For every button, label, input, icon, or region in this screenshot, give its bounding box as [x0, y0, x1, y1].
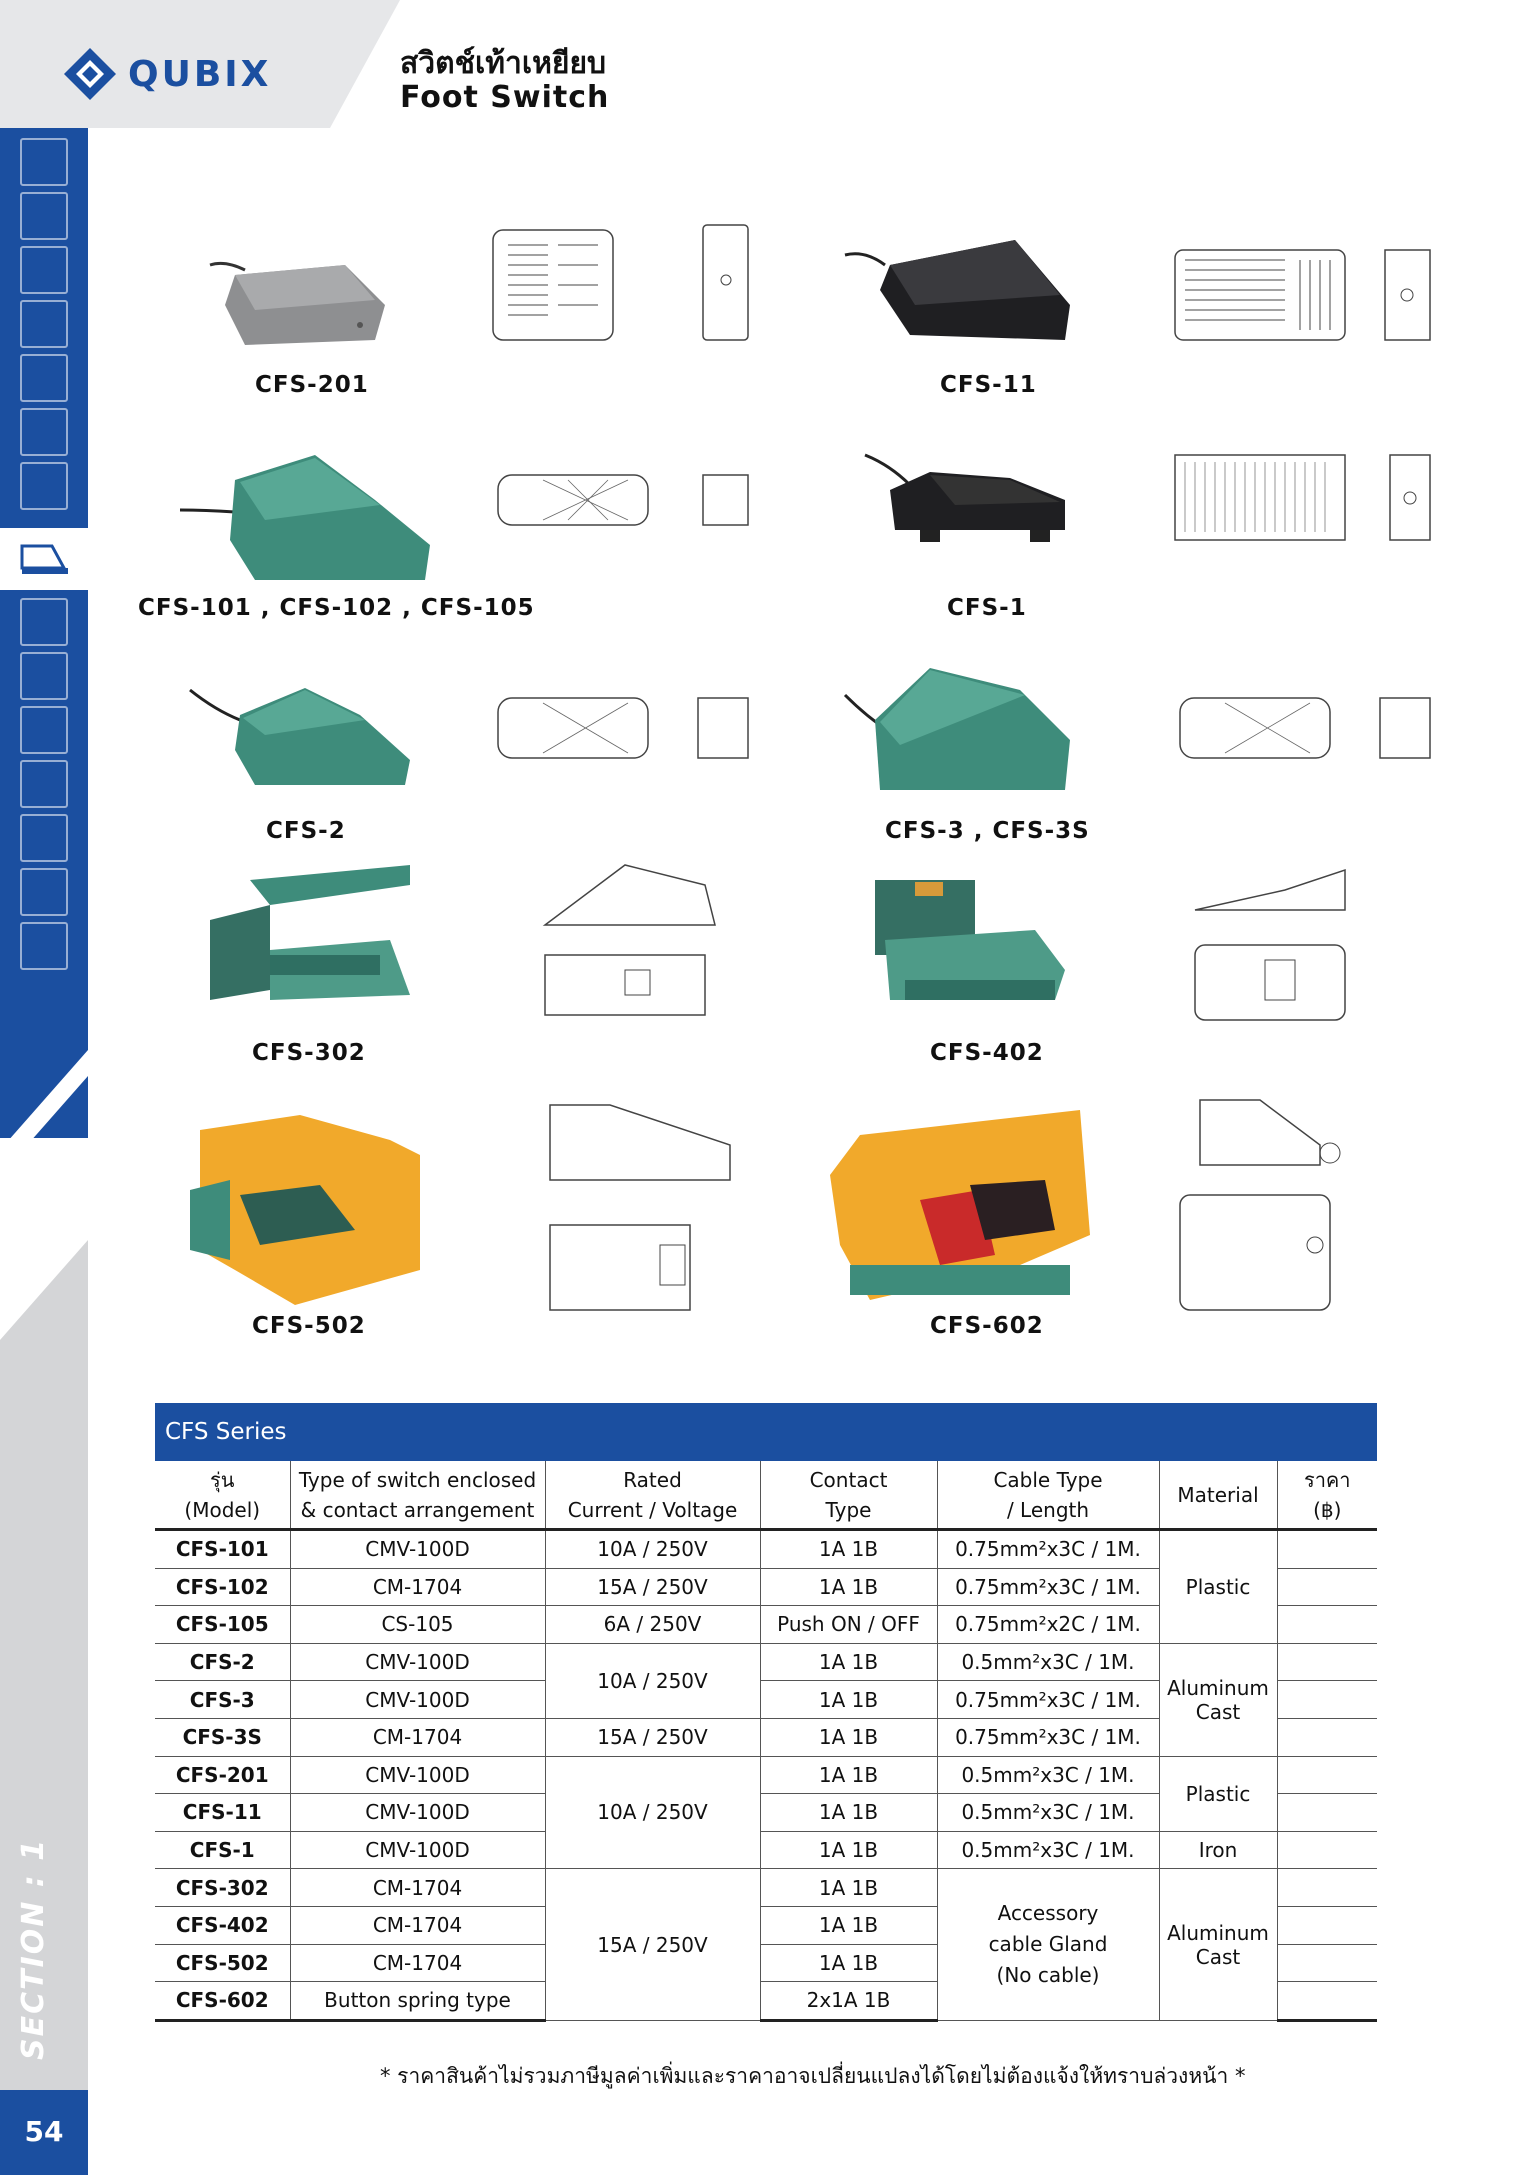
drawing-cfs-502 [540, 1100, 770, 1320]
footnote: * ราคาสินค้าไม่รวมภาษีมูลค่าเพิ่มและราคาอาจเปลี่ยนแปลงได้โดยไม่ต้องแจ้งให้ทราบล่วงหน้า * [380, 2064, 1246, 2088]
cell-rated: 6A / 250V [545, 1606, 760, 1644]
drawing-cfs-101 [488, 465, 758, 565]
cell-material: Aluminum Cast [1159, 1643, 1277, 1756]
cell-price [1277, 1831, 1377, 1869]
product-photo-cfs-101 [175, 450, 435, 590]
cell-model: CFS-1 [155, 1831, 290, 1869]
cell-type: CMV-100D [290, 1530, 545, 1569]
spec-table [155, 1403, 1377, 2022]
cell-model: CFS-602 [155, 1982, 290, 2021]
cell-cable: Accessory cable Gland (No cable) [937, 1869, 1159, 2020]
product-photo-cfs-602 [820, 1105, 1090, 1305]
cell-rated: 10A / 250V [545, 1530, 760, 1569]
table-title: CFS Series [155, 1403, 1377, 1461]
drawing-cfs-3 [1170, 688, 1440, 793]
cell-contact: 1A 1B [760, 1643, 937, 1681]
header-price: ราคา (฿) [1277, 1461, 1377, 1530]
header-contact: Contact Type [760, 1461, 937, 1530]
drawing-cfs-11 [1170, 225, 1440, 365]
cell-price [1277, 1944, 1377, 1982]
sidebar-icon-motor[interactable] [20, 868, 68, 916]
cell-cable: 0.5mm²x3C / 1M. [937, 1831, 1159, 1869]
sidebar-icon-relay[interactable] [20, 300, 68, 348]
cell-price [1277, 1606, 1377, 1644]
cell-model: CFS-101 [155, 1530, 290, 1569]
cell-contact: 2x1A 1B [760, 1982, 937, 2021]
table-row [155, 1869, 1377, 1907]
sidebar-icon-module[interactable] [20, 462, 68, 510]
sidebar-icon-socket[interactable] [20, 922, 68, 970]
cell-model: CFS-502 [155, 1944, 290, 1982]
cell-model: CFS-3S [155, 1718, 290, 1756]
cell-type: CMV-100D [290, 1831, 545, 1869]
cell-cable: 0.5mm²x3C / 1M. [937, 1643, 1159, 1681]
cell-cable: 0.75mm²x3C / 1M. [937, 1530, 1159, 1569]
cell-model: CFS-302 [155, 1869, 290, 1907]
cell-contact: 1A 1B [760, 1530, 937, 1569]
product-label-cfs-11: CFS-11 [940, 372, 1037, 398]
sidebar-icon-foot-switch[interactable] [0, 528, 88, 590]
sidebar-icon-connector[interactable] [20, 652, 68, 700]
cell-cable: 0.5mm²x3C / 1M. [937, 1756, 1159, 1794]
product-label-cfs-502: CFS-502 [252, 1313, 366, 1339]
cell-rated: 15A / 250V [545, 1718, 760, 1756]
cell-type: CM-1704 [290, 1944, 545, 1982]
cell-contact: 1A 1B [760, 1568, 937, 1606]
cell-type: CMV-100D [290, 1794, 545, 1832]
product-label-cfs-201: CFS-201 [255, 372, 369, 398]
cell-type: CMV-100D [290, 1756, 545, 1794]
cell-price [1277, 1869, 1377, 1907]
header-cable: Cable Type / Length [937, 1461, 1159, 1530]
cell-price [1277, 1906, 1377, 1944]
cell-contact: 1A 1B [760, 1681, 937, 1719]
cell-type: CMV-100D [290, 1643, 545, 1681]
cell-type: CS-105 [290, 1606, 545, 1644]
cell-contact: 1A 1B [760, 1756, 937, 1794]
drawing-cfs-1 [1170, 450, 1440, 580]
cell-material: Plastic [1159, 1530, 1277, 1644]
product-photo-cfs-2 [185, 680, 415, 795]
cell-type: Button spring type [290, 1982, 545, 2021]
sidebar-icon-panel[interactable] [20, 814, 68, 862]
header-material: Material [1159, 1461, 1277, 1530]
header-model: รุ่น (Model) [155, 1461, 290, 1530]
cell-model: CFS-102 [155, 1568, 290, 1606]
cell-model: CFS-402 [155, 1906, 290, 1944]
page-number: 54 [24, 2115, 64, 2148]
cell-model: CFS-105 [155, 1606, 290, 1644]
cell-material: Iron [1159, 1831, 1277, 1869]
header-type: Type of switch enclosed & contact arrangement [290, 1461, 545, 1530]
product-label-cfs-1: CFS-1 [947, 595, 1027, 621]
cell-price [1277, 1756, 1377, 1794]
qubix-logo-icon [60, 44, 120, 104]
cell-contact: Push ON / OFF [760, 1606, 937, 1644]
cell-type: CM-1704 [290, 1869, 545, 1907]
product-label-cfs-2: CFS-2 [266, 818, 346, 844]
cell-type: CMV-100D [290, 1681, 545, 1719]
product-label-cfs-101: CFS-101 , CFS-102 , CFS-105 [138, 595, 535, 621]
product-photo-cfs-3 [840, 660, 1080, 800]
table-header-row [155, 1461, 1377, 1530]
drawing-cfs-2 [488, 688, 758, 793]
page-title-english: Foot Switch [400, 80, 610, 115]
product-photo-cfs-1 [860, 450, 1080, 560]
cell-price [1277, 1643, 1377, 1681]
drawing-cfs-302 [535, 855, 765, 1045]
cell-cable: 0.75mm²x3C / 1M. [937, 1568, 1159, 1606]
product-label-cfs-402: CFS-402 [930, 1040, 1044, 1066]
product-photo-cfs-302 [190, 860, 420, 1010]
cell-model: CFS-201 [155, 1756, 290, 1794]
sidebar-icon-gear[interactable] [20, 408, 68, 456]
product-photo-cfs-402 [845, 870, 1075, 1015]
cell-contact: 1A 1B [760, 1944, 937, 1982]
cell-rated: 15A / 250V [545, 1869, 760, 2020]
cell-type: CM-1704 [290, 1906, 545, 1944]
product-photo-cfs-201 [205, 245, 395, 355]
cell-cable: 0.5mm²x3C / 1M. [937, 1794, 1159, 1832]
cell-rated: 10A / 250V [545, 1756, 760, 1869]
sidebar-icon-limit-switch[interactable] [20, 598, 68, 646]
header-rated: Rated Current / Voltage [545, 1461, 760, 1530]
cell-contact: 1A 1B [760, 1718, 937, 1756]
drawing-cfs-201 [488, 220, 758, 360]
table-row [155, 1643, 1377, 1681]
cell-type: CM-1704 [290, 1718, 545, 1756]
sidebar-icon-light-tower[interactable] [20, 760, 68, 808]
cell-cable: 0.75mm²x3C / 1M. [937, 1718, 1159, 1756]
brand-logo [60, 44, 271, 104]
product-label-cfs-3: CFS-3 , CFS-3S [885, 818, 1090, 844]
section-label: SECTION : 1 [16, 1837, 51, 2060]
cell-rated: 10A / 250V [545, 1643, 760, 1718]
sidebar-icon-counter[interactable] [20, 138, 68, 186]
cell-contact: 1A 1B [760, 1831, 937, 1869]
logo-text: QUBIX [128, 53, 272, 95]
table-row [155, 1831, 1377, 1869]
sidebar-icon-sensor[interactable] [20, 192, 68, 240]
cell-model: CFS-3 [155, 1681, 290, 1719]
sidebar-icon-terminal[interactable] [20, 354, 68, 402]
drawing-cfs-602 [1170, 1095, 1370, 1325]
product-photo-cfs-502 [180, 1110, 420, 1305]
sidebar-icon-timer[interactable] [20, 246, 68, 294]
cell-contact: 1A 1B [760, 1906, 937, 1944]
cell-price [1277, 1982, 1377, 2021]
product-label-cfs-602: CFS-602 [930, 1313, 1044, 1339]
page-title-thai: สวิตช์เท้าเหยียบ [400, 46, 607, 81]
cell-contact: 1A 1B [760, 1794, 937, 1832]
product-label-cfs-302: CFS-302 [252, 1040, 366, 1066]
cell-price [1277, 1530, 1377, 1569]
sidebar-icon-cylinder[interactable] [20, 706, 68, 754]
cell-rated: 15A / 250V [545, 1568, 760, 1606]
table-row [155, 1756, 1377, 1794]
cell-contact: 1A 1B [760, 1869, 937, 1907]
cell-price [1277, 1718, 1377, 1756]
cell-material: Aluminum Cast [1159, 1869, 1277, 2020]
cell-material: Plastic [1159, 1756, 1277, 1831]
cell-price [1277, 1568, 1377, 1606]
table-row [155, 1530, 1377, 1569]
cell-price [1277, 1794, 1377, 1832]
cell-cable: 0.75mm²x3C / 1M. [937, 1681, 1159, 1719]
cell-model: CFS-2 [155, 1643, 290, 1681]
cell-type: CM-1704 [290, 1568, 545, 1606]
cell-cable: 0.75mm²x2C / 1M. [937, 1606, 1159, 1644]
cell-model: CFS-11 [155, 1794, 290, 1832]
drawing-cfs-402 [1185, 865, 1415, 1055]
product-photo-cfs-11 [840, 230, 1080, 350]
cell-price [1277, 1681, 1377, 1719]
